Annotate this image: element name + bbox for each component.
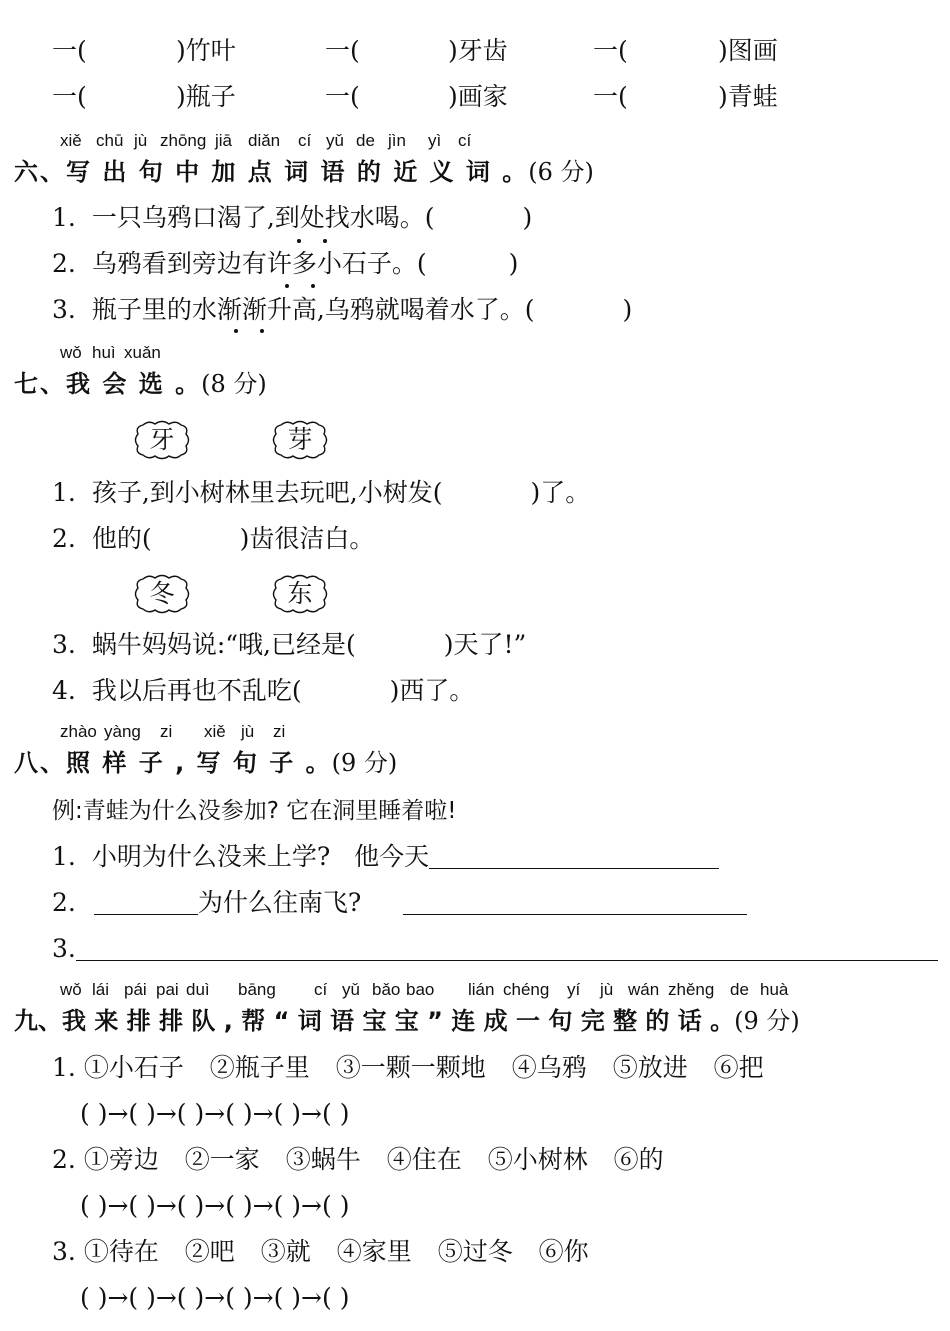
word-token: ②瓶子里	[209, 1053, 310, 1082]
char-choice-chip[interactable]	[133, 419, 191, 461]
pinyin: bāng	[238, 980, 276, 999]
s9-group-3-words	[52, 1237, 589, 1267]
pinyin: xuǎn	[124, 343, 161, 362]
s9-group-3-order-blanks[interactable]: ( )→( )→( )→( )→( )→( )	[80, 1283, 350, 1312]
pinyin: cí	[458, 131, 472, 150]
mw-open: 一(	[593, 82, 628, 111]
s7-item-4	[52, 676, 474, 706]
s8-item-2	[52, 888, 747, 918]
section-title: 九、我 来 排 排 队 , 帮 “ 词 语 宝 宝 ” 连 成 一 句 完 整 的 话 。	[14, 1007, 735, 1035]
pinyin: yí	[567, 980, 581, 999]
pinyin: huà	[760, 980, 789, 999]
pinyin: bao	[406, 980, 435, 999]
chip-char: 牙	[149, 425, 175, 454]
pinyin: pái	[124, 980, 147, 999]
item-number: 3.	[52, 295, 76, 324]
item-number: 1.	[52, 1053, 76, 1082]
answer-line[interactable]	[429, 844, 719, 869]
pinyin: zhōng	[160, 131, 207, 150]
pinyin: diǎn	[248, 131, 281, 150]
section-9-heading	[14, 1006, 800, 1036]
mw-noun: )牙齿	[448, 36, 508, 65]
sentence-text: 一只乌鸦口渴了,	[91, 203, 275, 232]
sentence-text: 孩子,到小树林里去玩吧,小树发(	[91, 478, 443, 507]
pinyin: jìn	[388, 131, 406, 150]
pinyin: jù	[134, 131, 148, 150]
char-choice-chip[interactable]	[271, 419, 329, 461]
pinyin: chū	[96, 131, 124, 150]
word-token: ①小石子	[83, 1053, 184, 1082]
mw-noun: )画家	[448, 82, 508, 111]
word-token: ①旁边	[83, 1145, 159, 1174]
pinyin: zhěng	[668, 980, 715, 999]
word-token: ⑤放进	[612, 1053, 688, 1082]
pinyin: bǎo	[372, 980, 401, 999]
paren-close: )	[622, 295, 633, 324]
pinyin: huì	[92, 343, 116, 362]
item-number: 3.	[52, 1237, 76, 1266]
item-number: 3.	[52, 934, 76, 963]
s9-group-1-words	[52, 1053, 764, 1083]
pinyin: duì	[186, 980, 210, 999]
sentence-text: )齿很洁白。	[239, 524, 375, 553]
sentence-text: 小石子。(	[316, 249, 427, 278]
pinyin: yǔ	[342, 980, 360, 999]
pinyin: cí	[314, 980, 328, 999]
section-points: (9 分)	[331, 749, 398, 777]
word-token: ③就	[260, 1237, 311, 1266]
measure-row-1	[0, 36, 950, 68]
emphasis-dot	[260, 329, 264, 333]
word-token: ⑥你	[538, 1237, 589, 1266]
mw-open: 一(	[325, 82, 360, 111]
item-number: 2.	[52, 888, 76, 917]
pinyin: zi	[160, 722, 173, 741]
pinyin: wǒ	[60, 343, 82, 362]
item-number: 1.	[52, 478, 76, 507]
mw-noun: )瓶子	[176, 82, 236, 111]
chip-char: 芽	[287, 425, 313, 454]
sentence-text: 乌鸦看到旁边有	[91, 249, 267, 278]
word-token: ④乌鸦	[511, 1053, 587, 1082]
chip-char: 冬	[149, 579, 175, 608]
pinyin: jù	[241, 722, 255, 741]
word-token: ③蜗牛	[285, 1145, 361, 1174]
mw-open: 一(	[52, 36, 87, 65]
word-token: ⑤过冬	[437, 1237, 513, 1266]
paren-close: )	[522, 203, 533, 232]
pinyin: yǔ	[326, 131, 344, 150]
answer-line[interactable]	[94, 890, 198, 915]
s7-item-1	[52, 478, 590, 508]
dotted-word: 渐渐	[216, 295, 267, 324]
mw-noun: )图画	[718, 36, 778, 65]
sentence-text: )了。	[530, 478, 591, 507]
pinyin: wán	[628, 980, 660, 999]
mw-open: 一(	[52, 82, 87, 111]
s9-group-2-order-blanks[interactable]: ( )→( )→( )→( )→( )→( )	[80, 1191, 350, 1220]
sentence-text: 找水喝。(	[324, 203, 435, 232]
item-number: 2.	[52, 249, 76, 278]
answer-line[interactable]	[76, 936, 938, 961]
item-number: 1.	[52, 842, 76, 871]
word-token: ⑥把	[713, 1053, 764, 1082]
word-token: ⑤小树林	[487, 1145, 588, 1174]
mw-noun: )竹叶	[176, 36, 236, 65]
section-7-heading	[14, 369, 267, 399]
word-token: ④住在	[386, 1145, 462, 1174]
word-token: ⑥的	[613, 1145, 664, 1174]
emphasis-dot	[285, 284, 289, 288]
pinyin: zhào	[60, 722, 97, 741]
section-title: 八、照 样 子 , 写 句 子 。	[14, 749, 332, 777]
item-number: 1.	[52, 203, 76, 232]
word-token: ①待在	[83, 1237, 159, 1266]
sentence-text: 小明为什么没来上学?	[91, 842, 331, 871]
sentence-text: )西了。	[389, 676, 475, 705]
item-number: 2.	[52, 1145, 76, 1174]
pinyin: de	[730, 980, 749, 999]
pinyin: zi	[273, 722, 286, 741]
s7-item-2	[52, 524, 374, 554]
s9-group-1-order-blanks[interactable]: ( )→( )→( )→( )→( )→( )	[80, 1099, 350, 1128]
word-token: ③一颗一颗地	[335, 1053, 486, 1082]
pinyin: yàng	[104, 722, 141, 741]
mw-open: 一(	[593, 36, 628, 65]
sentence-text: 升高,乌鸦就喝着水了。(	[266, 295, 535, 324]
sentence-text: 他的(	[91, 524, 152, 553]
s9-group-2-words	[52, 1145, 664, 1175]
pinyin: lái	[92, 980, 110, 999]
measure-row-2	[0, 82, 950, 114]
mw-noun: )青蛙	[718, 82, 778, 111]
sentence-text: 我以后再也不乱吃(	[91, 676, 302, 705]
pinyin: pai	[156, 980, 179, 999]
s6-item-2	[52, 249, 518, 279]
pinyin: lián	[468, 980, 495, 999]
pinyin: de	[356, 131, 375, 150]
pinyin: chéng	[503, 980, 550, 999]
sentence-text: )天了!”	[443, 630, 527, 659]
sentence-text: 为什么往南飞?	[197, 888, 362, 917]
section-8-heading	[14, 748, 397, 778]
char-choice-chip[interactable]	[133, 573, 191, 615]
item-number: 4.	[52, 676, 76, 705]
s8-example: 例:青蛙为什么没参加? 它在洞里睡着啦!	[52, 798, 457, 824]
section-points: (8 分)	[201, 370, 267, 398]
section-title: 七、我 会 选 。	[14, 370, 202, 398]
section-points: (9 分)	[734, 1007, 800, 1035]
dotted-word: 到处	[274, 203, 325, 232]
emphasis-dot	[323, 239, 327, 243]
s8-item-1	[52, 842, 719, 872]
s6-item-3	[52, 295, 632, 325]
item-number: 2.	[52, 524, 76, 553]
pinyin: jù	[600, 980, 614, 999]
char-choice-chip[interactable]	[271, 573, 329, 615]
sentence-text: 他今天	[354, 842, 430, 871]
pinyin: jiā	[215, 131, 233, 150]
section-title: 六、写 出 句 中 加 点 词 语 的 近 义 词 。	[14, 158, 529, 186]
answer-line[interactable]	[403, 890, 747, 915]
sentence-text: 瓶子里的水	[91, 295, 217, 324]
emphasis-dot	[234, 329, 238, 333]
pinyin: xiě	[204, 722, 226, 741]
pinyin: xiě	[60, 131, 82, 150]
word-token: ④家里	[336, 1237, 412, 1266]
dotted-word: 许多	[266, 249, 317, 278]
pinyin: wǒ	[60, 980, 82, 999]
paren-close: )	[508, 249, 519, 278]
pinyin: cí	[298, 131, 312, 150]
emphasis-dot	[297, 239, 301, 243]
sentence-text: 蜗牛妈妈说:“哦,已经是(	[91, 630, 356, 659]
chip-char: 东	[287, 579, 313, 608]
s8-item-3	[52, 934, 938, 964]
word-token: ②吧	[184, 1237, 235, 1266]
s6-item-1	[52, 203, 532, 233]
section-points: (6 分)	[528, 158, 594, 186]
s7-item-3	[52, 630, 526, 660]
word-token: ②一家	[184, 1145, 260, 1174]
emphasis-dot	[311, 284, 315, 288]
pinyin: yì	[428, 131, 442, 150]
section-6-heading	[14, 157, 594, 187]
item-number: 3.	[52, 630, 76, 659]
mw-open: 一(	[325, 36, 360, 65]
